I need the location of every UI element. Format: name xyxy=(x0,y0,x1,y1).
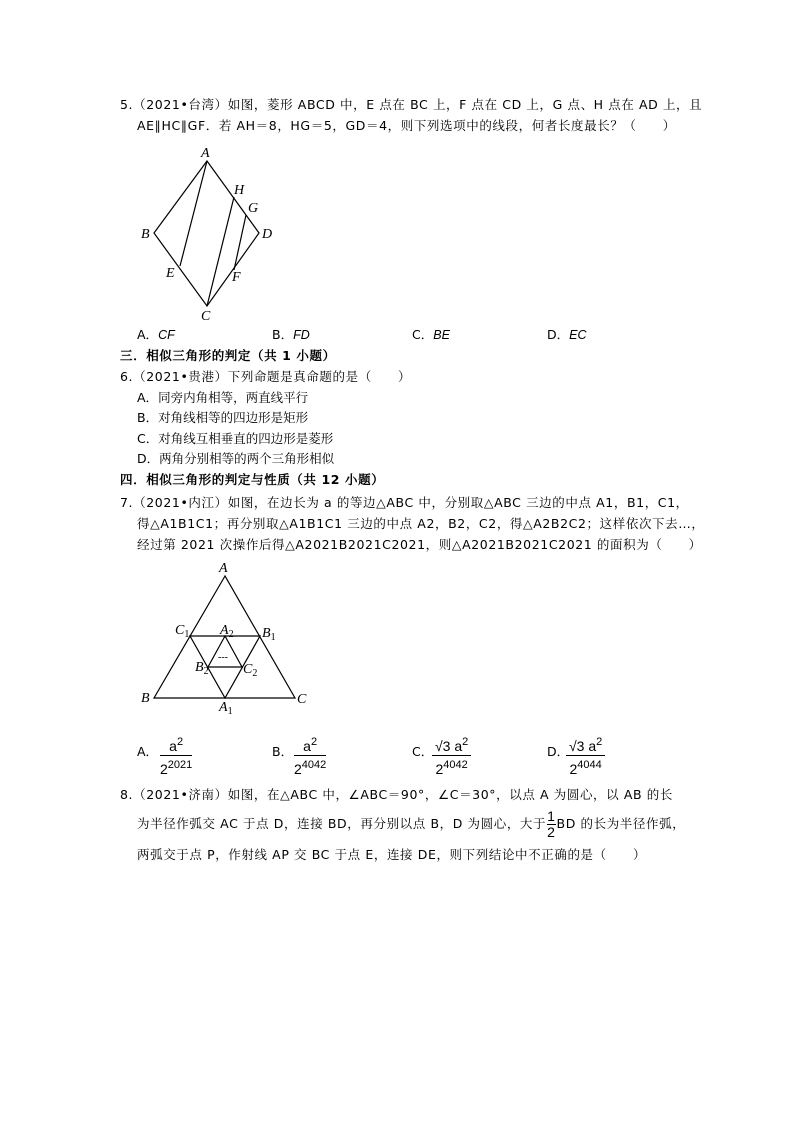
q7-stem-line1: 如图，在边长为 a 的等边△ABC 中，分别取△ABC 三边的中点 A1，B1，C1， xyxy=(227,495,689,510)
q7-label-C: C xyxy=(297,692,307,707)
q6-option-d[interactable]: D．两角分别相等的两个三角形相似 xyxy=(137,451,335,466)
q8-line2: 为半径作弧交 AC 于点 D，连接 BD，再分别以点 B，D 为圆心，大于 $\frac{1}{2}$ BD 的长为半径作弧， xyxy=(137,808,686,840)
q6-option-c[interactable]: C．对角线互相垂直的四边形是菱形 xyxy=(137,431,334,446)
q6-source: （2021•贵港） xyxy=(133,369,228,384)
q8-stem-line1: 如图，在△ABC 中，∠ABC＝90°，∠C＝30°，以点 A 为圆心，以 AB 的长 xyxy=(227,787,673,802)
q7-label-B1: $B_1$ xyxy=(262,626,276,643)
q8-line1 xyxy=(120,787,673,803)
q5-label-B: B xyxy=(141,227,150,242)
q5-label-G: G xyxy=(248,201,259,216)
q8-line3: 两弧交于点 P，作射线 AP 交 BC 于点 E，连接 DE，则下列结论中不正确的是（ ） xyxy=(137,847,647,862)
q7-label-B: B xyxy=(141,691,150,706)
q8-source: （2021•济南） xyxy=(133,787,228,802)
q6-stem: 下列命题是真命题的是（ ） xyxy=(227,369,412,384)
one-half-fraction: $\frac{1}{2}$ xyxy=(547,808,556,840)
section-3-heading: 三．相似三角形的判定（共 1 小题） xyxy=(120,348,336,363)
q5-number: 5. xyxy=(120,97,134,112)
q7-label-B2: $B_2$ xyxy=(195,660,209,677)
q5-label-D: D xyxy=(262,227,273,242)
q5-option-d[interactable]: D．EC xyxy=(547,327,587,342)
q7-number: 7. xyxy=(120,495,134,510)
q7-option-b-fraction[interactable]: $\frac{a^2}{2^{4042}}$ xyxy=(294,733,326,778)
q6-number: 6. xyxy=(120,369,134,384)
q6-option-b[interactable]: B．对角线相等的四边形是矩形 xyxy=(137,410,309,425)
q5-source: （2021•台湾） xyxy=(133,97,228,112)
q7-option-d-fraction[interactable]: $\frac{√3 a^2}{2^{4044}}$ xyxy=(566,733,605,778)
q7-option-a-key[interactable]: A． xyxy=(137,744,159,759)
q7-line2: 得△A1B1C1；再分别取△A1B1C1 三边的中点 A2，B2，C2，得△A2B2C2；这样依次下去…， xyxy=(137,516,705,531)
q7-option-c-key[interactable]: C． xyxy=(412,744,434,759)
q7-option-d-key[interactable]: D． xyxy=(547,744,570,759)
q7-option-b-key[interactable]: B． xyxy=(272,744,294,759)
q5-option-a[interactable]: A．CF xyxy=(137,327,175,342)
q8-number: 8. xyxy=(120,787,134,802)
q5-label-E: E xyxy=(166,266,175,281)
q7-ellipsis: --- xyxy=(218,652,228,663)
q7-line3: 经过第 2021 次操作后得△A2021B2021C2021，则△A2021B2021C2021 的面积为（ ） xyxy=(137,537,702,552)
q7-label-A2: $A_2$ xyxy=(220,623,234,640)
q6-option-a[interactable]: A．同旁内角相等，两直线平行 xyxy=(137,390,309,405)
q7-label-A1: $A_1$ xyxy=(219,700,233,717)
q5-option-b[interactable]: B．FD xyxy=(272,327,310,342)
q7-source: （2021•内江） xyxy=(133,495,228,510)
q5-label-F: F xyxy=(232,270,241,285)
q5-label-H: H xyxy=(234,183,245,198)
q5-label-A: A xyxy=(201,146,210,161)
q7-option-a-fraction[interactable]: $\frac{a^2}{2^{2021}}$ xyxy=(160,733,192,778)
q5-line2: AE∥HC∥GF．若 AH＝8，HG＝5，GD＝4，则下列选项中的线段，何者长度最长？（ ） xyxy=(137,118,676,133)
q7-option-c-fraction[interactable]: $\frac{√3 a^2}{2^{4042}}$ xyxy=(432,733,471,778)
section-4-heading: 四．相似三角形的判定与性质（共 12 小题） xyxy=(120,472,385,487)
q5-label-C: C xyxy=(201,309,211,324)
q7-label-C1: $C_1$ xyxy=(175,623,190,640)
q5-stem-line1: 如图，菱形 ABCD 中，E 点在 BC 上，F 点在 CD 上，G 点、H 点在 AD 上，且 xyxy=(227,97,703,112)
q7-label-A: A xyxy=(219,561,228,576)
q5-option-c[interactable]: C．BE xyxy=(412,327,450,342)
q7-label-C2: $C_2$ xyxy=(243,662,258,679)
